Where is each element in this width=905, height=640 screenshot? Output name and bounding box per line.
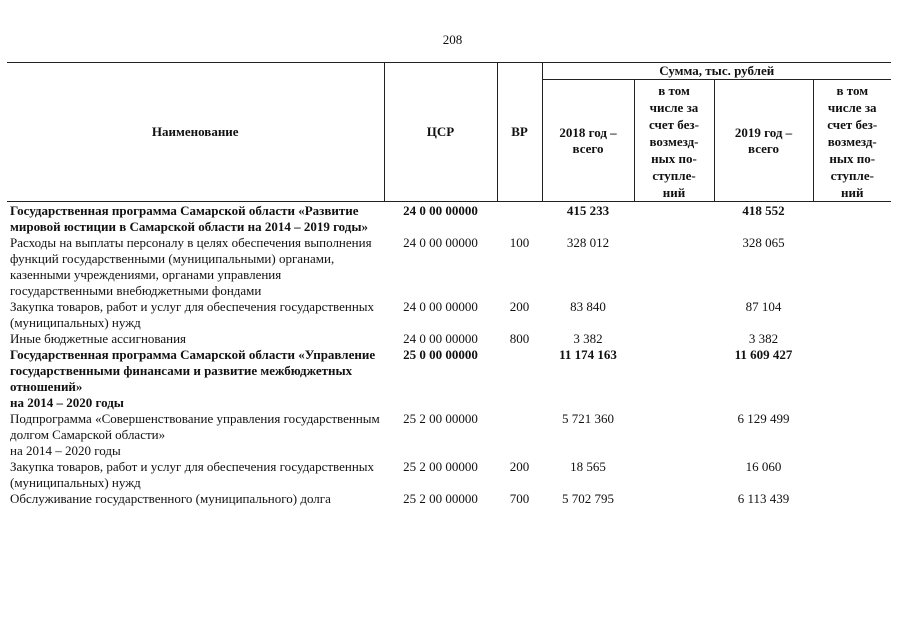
row-vr: 800 bbox=[509, 331, 530, 346]
row-2019-total: 87 104 bbox=[745, 299, 782, 314]
row-2018-free bbox=[634, 299, 714, 331]
row-2018-free bbox=[634, 411, 714, 459]
table-row bbox=[7, 347, 891, 411]
row-csr: 24 0 00 00000 bbox=[403, 235, 478, 250]
row-csr: 25 0 00 00000 bbox=[403, 347, 478, 362]
budget-table bbox=[7, 62, 891, 507]
row-2018-total: 11 174 163 bbox=[559, 347, 617, 362]
row-name: Государственная программа Самарской области «Развитие мировой юстиции в Самарской области на 2014 – 2019 годы» bbox=[10, 203, 368, 234]
header-name: Наименование bbox=[7, 63, 384, 202]
row-2018-total: 328 012 bbox=[566, 235, 610, 250]
row-csr: 25 2 00 00000 bbox=[403, 459, 478, 474]
row-2019-free bbox=[813, 459, 891, 491]
row-vr: 200 bbox=[509, 299, 530, 314]
row-2019-total: 6 129 499 bbox=[737, 411, 790, 426]
row-vr: 100 bbox=[509, 235, 530, 250]
row-name: Иные бюджетные ассигнования bbox=[10, 331, 187, 346]
page-number: 208 bbox=[442, 32, 463, 47]
row-2018-total: 3 382 bbox=[573, 331, 603, 346]
table-row bbox=[7, 459, 891, 491]
table-header bbox=[7, 63, 891, 202]
table-row bbox=[7, 331, 891, 347]
header-csr: ЦСР bbox=[384, 63, 497, 202]
row-2019-total: 6 113 439 bbox=[737, 491, 790, 506]
row-2019-total: 3 382 bbox=[748, 331, 779, 346]
row-name: Закупка товаров, работ и услуг для обеспечения государственных (муниципальных) нужд bbox=[10, 299, 375, 330]
row-2018-free bbox=[634, 347, 714, 411]
row-vr bbox=[497, 347, 542, 411]
row-2018-total: 415 233 bbox=[566, 203, 610, 218]
table-row bbox=[7, 491, 891, 507]
row-2019-free bbox=[813, 491, 891, 507]
row-2018-total: 5 702 795 bbox=[562, 491, 614, 506]
table-row bbox=[7, 235, 891, 299]
row-2018-total: 83 840 bbox=[570, 299, 606, 314]
row-2019-total: 11 609 427 bbox=[734, 347, 793, 362]
row-name: Обслуживание государственного (муниципального) долга bbox=[10, 491, 331, 506]
row-name: Подпрограмма «Совершенствование управления государственным долгом Самарской области» на 2014 – 2020 годы bbox=[10, 411, 380, 458]
row-2018-free bbox=[634, 491, 714, 507]
row-name: Закупка товаров, работ и услуг для обеспечения государственных (муниципальных) нужд bbox=[10, 459, 375, 490]
row-2019-free bbox=[813, 235, 891, 299]
row-2018-free bbox=[634, 331, 714, 347]
row-2018-free bbox=[634, 235, 714, 299]
row-csr: 24 0 00 00000 bbox=[403, 299, 478, 314]
row-csr: 25 2 00 00000 bbox=[403, 491, 478, 506]
row-2019-free bbox=[813, 347, 891, 411]
table-row bbox=[7, 202, 891, 236]
row-vr: 200 bbox=[509, 459, 530, 474]
row-name: Государственная программа Самарской области «Управление государственными финансами и развитие межбюджетных отношений» на 2014 – 2020 годы bbox=[10, 347, 376, 410]
table-row bbox=[7, 411, 891, 459]
row-2019-total: 418 552 bbox=[742, 203, 785, 218]
row-2018-total: 18 565 bbox=[570, 459, 606, 474]
header-2019-total: 2019 год – всего bbox=[714, 80, 813, 202]
row-vr bbox=[497, 411, 542, 459]
header-sum-group: Сумма, тыс. рублей bbox=[542, 63, 891, 80]
header-2019-free: в том числе за счет без- возмезд- ных по- ступле- ний bbox=[813, 80, 891, 202]
row-name: Расходы на выплаты персоналу в целях обеспечения выполнения функций государственными (муниципальными) органами, казенными учреждениями, органами управления государственными внебюджетными фондами bbox=[10, 235, 372, 298]
row-2018-free bbox=[634, 202, 714, 236]
header-2018-total: 2018 год – всего bbox=[542, 80, 634, 202]
row-2018-free bbox=[634, 459, 714, 491]
header-vr: ВР bbox=[497, 63, 542, 202]
row-vr: 700 bbox=[509, 491, 530, 506]
row-2019-total: 16 060 bbox=[745, 459, 782, 474]
row-2019-total: 328 065 bbox=[742, 235, 785, 250]
table-body bbox=[7, 202, 891, 508]
row-vr bbox=[497, 202, 542, 236]
row-csr: 25 2 00 00000 bbox=[403, 411, 478, 426]
table-row bbox=[7, 299, 891, 331]
row-csr: 24 0 00 00000 bbox=[403, 331, 478, 346]
row-2018-total: 5 721 360 bbox=[562, 411, 614, 426]
row-2019-free bbox=[813, 331, 891, 347]
row-2019-free bbox=[813, 411, 891, 459]
row-2019-free bbox=[813, 202, 891, 236]
row-2019-free bbox=[813, 299, 891, 331]
row-csr: 24 0 00 00000 bbox=[403, 203, 478, 218]
header-2018-free: в том числе за счет без- возмезд- ных по- ступле- ний bbox=[634, 80, 714, 202]
